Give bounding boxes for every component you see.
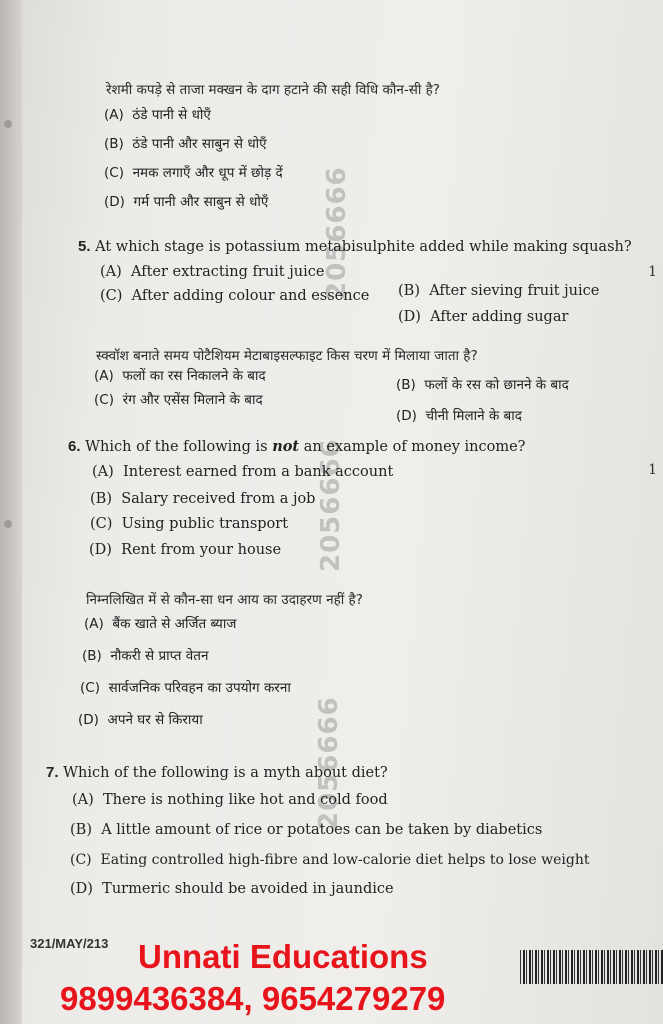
option-text: नमक लगाएँ और धूप में छोड़ दें	[132, 165, 283, 181]
option-label: (C)	[94, 392, 114, 408]
option-text: बैंक खाते से अर्जित ब्याज	[112, 616, 237, 632]
option-label: (B)	[396, 377, 416, 393]
option-a-hindi	[84, 614, 236, 632]
option-text: ठंडे पानी से धोएँ	[132, 107, 211, 123]
paper-code: 321/MAY/213	[30, 936, 109, 951]
question-text-english-end: an example of money income?	[299, 439, 526, 455]
option-label: (D)	[78, 712, 99, 728]
option-text: Eating controlled high-fibre and low-calorie diet helps to lose weight	[100, 852, 590, 868]
option-d	[70, 881, 394, 897]
option-label: (A)	[92, 464, 114, 480]
option-text: Using public transport	[121, 516, 289, 532]
option-label: (D)	[70, 881, 93, 897]
option-text: ठंडे पानी और साबुन से धोएँ	[132, 136, 267, 152]
option-label: (B)	[70, 822, 92, 838]
option-text: फलों का रस निकालने के बाद	[122, 368, 266, 384]
binding-hole	[4, 520, 12, 528]
option-text: After adding colour and essence	[131, 288, 370, 304]
option-text: रंग और एसेंस मिलाने के बाद	[122, 392, 263, 408]
option-d-hindi	[104, 192, 268, 210]
marks-label: 1	[648, 264, 657, 280]
question-number: 5.	[78, 238, 91, 255]
option-b-hindi	[104, 134, 267, 152]
question-text-hindi: निम्नलिखित में से कौन-सा धन आय का उदाहरण नहीं है?	[86, 592, 363, 608]
option-d	[398, 309, 568, 325]
option-label: (A)	[104, 107, 124, 123]
option-label: (A)	[94, 368, 114, 384]
option-text: Salary received from a job	[121, 491, 316, 507]
option-text: Interest earned from a bank account	[123, 464, 394, 480]
watermark-number: 2056666	[322, 166, 352, 300]
option-text: फलों के रस को छानने के बाद	[424, 377, 569, 393]
option-text: Turmeric should be avoided in jaundice	[102, 881, 394, 897]
question-7-text	[46, 764, 388, 781]
option-c-hindi	[94, 390, 263, 408]
option-c-hindi	[104, 163, 283, 181]
option-b-hindi	[396, 375, 569, 393]
marks-label: 1	[648, 462, 657, 478]
option-b	[90, 491, 315, 507]
option-label: (B)	[82, 648, 102, 664]
binding-hole	[4, 120, 12, 128]
option-c-hindi	[80, 678, 291, 696]
option-text: A little amount of rice or potatoes can be taken by diabetics	[101, 822, 543, 838]
option-text: After adding sugar	[430, 309, 569, 325]
question-6-text	[68, 438, 525, 455]
option-b	[398, 283, 599, 299]
option-a-hindi	[94, 366, 266, 384]
option-label: (D)	[396, 408, 417, 424]
question-emphasis: not	[272, 438, 300, 455]
option-text: चीनी मिलाने के बाद	[425, 408, 522, 424]
option-label: (B)	[398, 283, 420, 299]
option-text: There is nothing like hot and cold food	[103, 792, 388, 808]
option-label: (C)	[104, 165, 124, 181]
option-label: (B)	[104, 136, 124, 152]
option-label: (D)	[89, 542, 112, 558]
option-b-hindi	[82, 646, 209, 664]
question-5-text	[78, 238, 632, 255]
option-label: (C)	[80, 680, 100, 696]
option-label: (A)	[100, 264, 122, 280]
option-text: After extracting fruit juice	[131, 264, 325, 280]
option-a	[72, 792, 388, 808]
page-binding-edge	[0, 0, 22, 1024]
option-d	[89, 542, 281, 558]
question-number: 6.	[68, 438, 81, 455]
option-label: (C)	[100, 288, 123, 304]
option-c	[100, 288, 369, 304]
question-text-english: At which stage is potassium metabisulphite added while making squash?	[95, 239, 632, 255]
brand-watermark-text: Unnati Educations	[138, 938, 428, 975]
watermark-number: 2056666	[316, 438, 346, 572]
option-b	[70, 822, 542, 838]
option-c	[70, 852, 590, 868]
option-a-hindi	[104, 105, 211, 123]
option-label: (A)	[84, 616, 104, 632]
option-text: गर्म पानी और साबुन से धोएँ	[133, 194, 269, 210]
option-a	[92, 464, 393, 480]
option-label: (D)	[104, 194, 125, 210]
option-a	[100, 264, 324, 280]
option-text: सार्वजनिक परिवहन का उपयोग करना	[108, 680, 291, 696]
option-d-hindi	[78, 710, 203, 728]
question-text-hindi: रेशमी कपड़े से ताजा मक्खन के दाग हटाने की सही विधि कौन-सी है?	[106, 82, 440, 98]
option-label: (B)	[90, 491, 112, 507]
question-number: 7.	[46, 764, 59, 781]
option-label: (C)	[90, 516, 113, 532]
watermark-number: 2056666	[314, 696, 344, 830]
option-text: After sieving fruit juice	[429, 283, 600, 299]
option-d-hindi	[396, 406, 522, 424]
question-text-english: Which of the following is	[85, 439, 273, 455]
barcode-icon	[520, 950, 663, 984]
option-label: (A)	[72, 792, 94, 808]
contact-phone-numbers: 9899436384, 9654279279	[60, 980, 446, 1017]
question-text-english: Which of the following is a myth about diet?	[63, 765, 388, 781]
option-text: नौकरी से प्राप्त वेतन	[110, 648, 209, 664]
option-label: (C)	[70, 852, 92, 868]
option-text: अपने घर से किराया	[107, 712, 203, 728]
option-label: (D)	[398, 309, 421, 325]
question-text-hindi: स्क्वॉश बनाते समय पोटैशियम मेटाबाइसल्फाइट किस चरण में मिलाया जाता है?	[96, 348, 478, 364]
option-c	[90, 516, 288, 532]
option-text: Rent from your house	[121, 542, 282, 558]
